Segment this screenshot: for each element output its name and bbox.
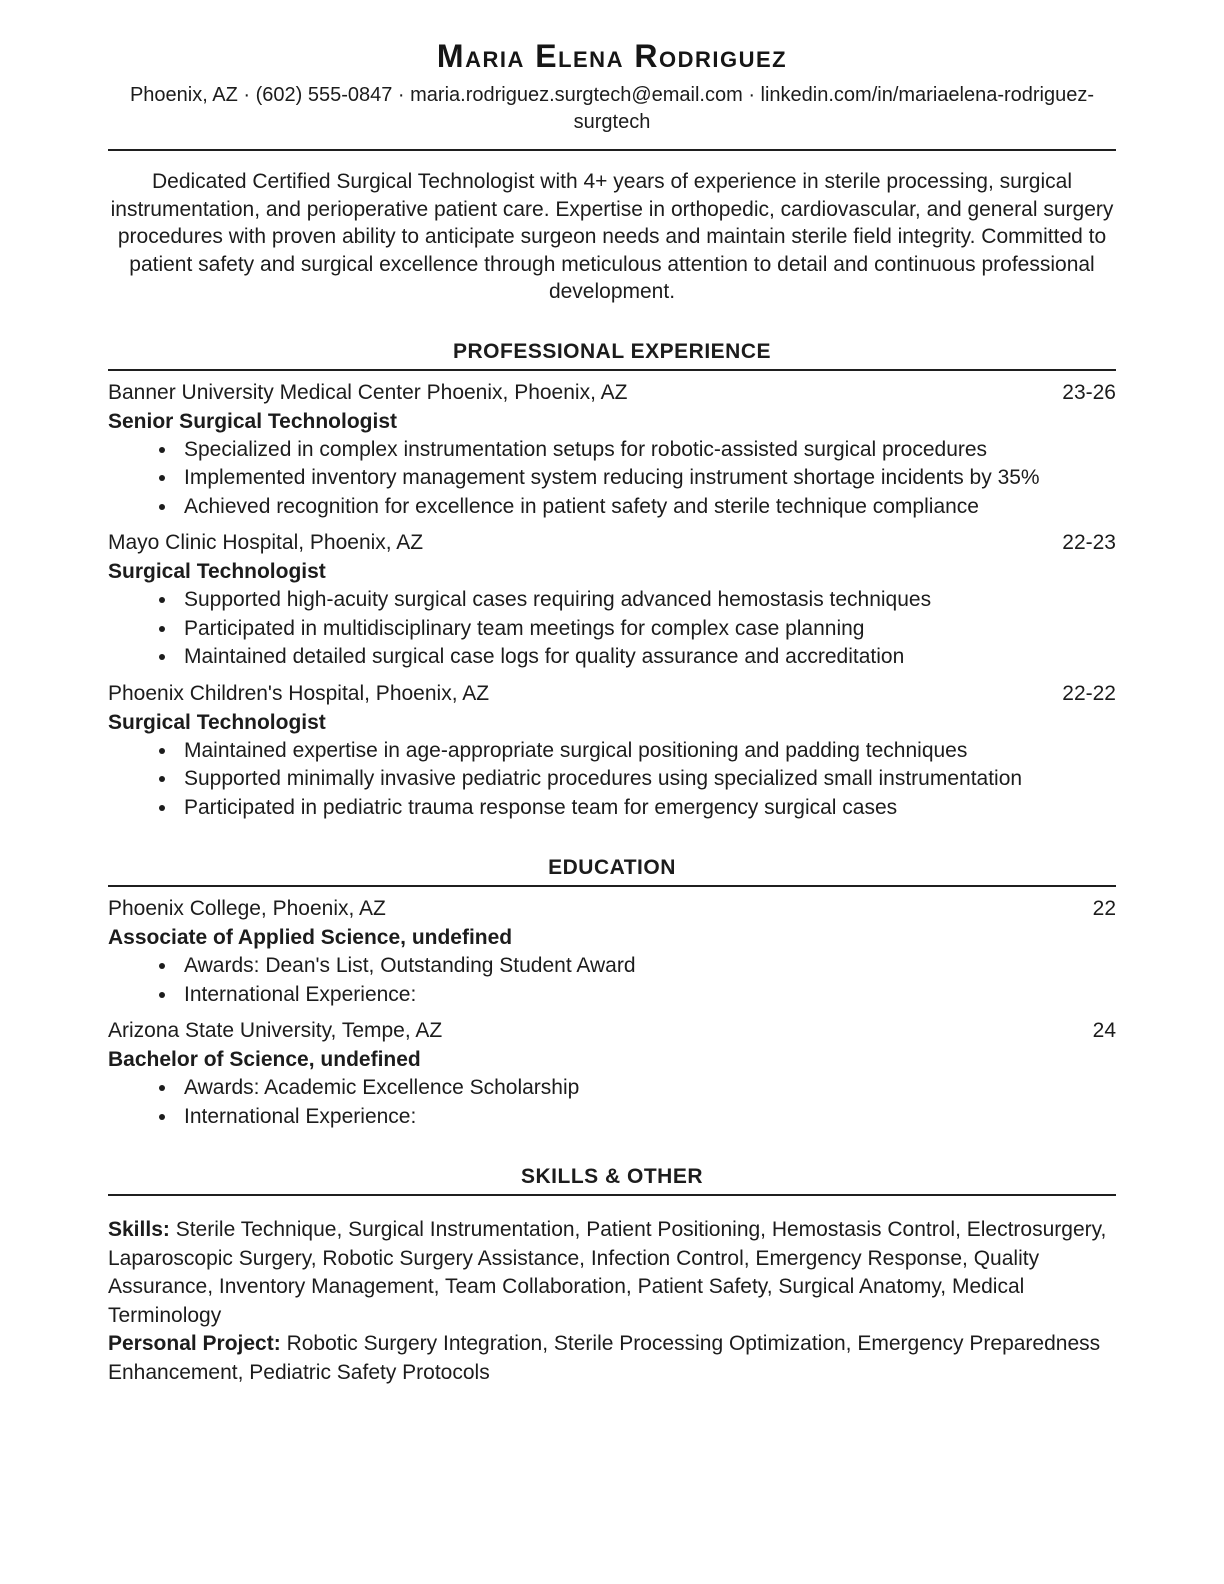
bullet-item: • Achieved recognition for excellence in patient safety and sterile technique compliance bbox=[178, 493, 1116, 522]
bullet-item: • Maintained detailed surgical case logs for quality assurance and accreditation bbox=[178, 643, 1116, 672]
education-entry bbox=[108, 894, 1116, 1009]
degree-title: Bachelor of Science, undefined bbox=[108, 1048, 421, 1071]
org-name: Banner University Medical Center Phoenix, Phoenix, AZ bbox=[108, 380, 628, 404]
bullet-item: • Implemented inventory management system reducing instrument shortage incidents by 35% bbox=[178, 464, 1116, 493]
job-title: Surgical Technologist bbox=[108, 710, 326, 734]
job-title: Surgical Technologist bbox=[108, 560, 326, 583]
section-heading-education: EDUCATION bbox=[108, 855, 1116, 887]
skills-label: Skills: bbox=[108, 1218, 170, 1241]
personal-project-paragraph bbox=[108, 1330, 1116, 1387]
bullet-list bbox=[108, 952, 1116, 1009]
bullet-item: • Supported minimally invasive pediatric procedures using specialized small instrumentation bbox=[178, 765, 1116, 794]
entry-dates: 23-26 bbox=[1062, 380, 1116, 404]
section-heading-skills: SKILLS & OTHER bbox=[108, 1164, 1116, 1196]
entry-header bbox=[108, 528, 1116, 557]
entry-dates: 22-22 bbox=[1062, 681, 1116, 705]
experience-entry bbox=[108, 528, 1116, 672]
org-name: Phoenix Children's Hospital, Phoenix, AZ bbox=[108, 681, 490, 705]
entry-header bbox=[108, 378, 1116, 407]
org-name: Mayo Clinic Hospital, Phoenix, AZ bbox=[108, 531, 424, 554]
bullet-item: • Awards: Dean's List, Outstanding Student Award bbox=[178, 952, 1116, 981]
skills-text: Sterile Technique, Surgical Instrumentation, Patient Positioning, Hemostasis Control, Electrosurgery, Laparoscopic Surgery, Robotic Surgery Assistance, Infection Control, Emergency Response, Quality Assurance, Inventory Management, Team Collaboration, Patient Safety, Surgical Anatomy, Medical Terminology bbox=[108, 1218, 1107, 1327]
resume-header bbox=[108, 36, 1116, 151]
bullet-item: • Participated in pediatric trauma response team for emergency surgical cases bbox=[178, 794, 1116, 823]
contact-line: Phoenix, AZ · (602) 555-0847 · maria.rodriguez.surgtech@email.com · linkedin.com/in/mariaelena-rodriguez-surgtech bbox=[129, 84, 1095, 133]
bullet-item: • International Experience: bbox=[178, 1103, 1116, 1132]
experience-entry bbox=[108, 378, 1116, 522]
bullet-list bbox=[108, 586, 1116, 672]
school-name: Phoenix College, Phoenix, AZ bbox=[108, 897, 386, 920]
job-title: Senior Surgical Technologist bbox=[108, 409, 397, 433]
bullet-item: • International Experience: bbox=[178, 981, 1116, 1010]
bullet-list bbox=[108, 1074, 1116, 1131]
entry-header bbox=[108, 894, 1116, 923]
bullet-list bbox=[108, 737, 1116, 823]
bullet-item: • Specialized in complex instrumentation setups for robotic-assisted surgical procedures bbox=[178, 436, 1116, 465]
professional-summary: Dedicated Certified Surgical Technologist with 4+ years of experience in sterile processing, surgical instrumentation, and perioperative patient care. Expertise in orthopedic, cardiovascular, and general surgery procedures with proven ability to anticipate surgeon needs and maintain sterile field integrity. Committed to patient safety and surgical excellence through meticulous attention to detail and continuous professional development. bbox=[110, 170, 1114, 303]
personal-project-label: Personal Project: bbox=[108, 1332, 281, 1355]
school-name: Arizona State University, Tempe, AZ bbox=[108, 1019, 443, 1042]
experience-entry bbox=[108, 679, 1116, 823]
entry-dates: 24 bbox=[1092, 1019, 1116, 1042]
bullet-item: • Awards: Academic Excellence Scholarship bbox=[178, 1074, 1116, 1103]
section-heading-experience: PROFESSIONAL EXPERIENCE bbox=[108, 339, 1116, 371]
candidate-name: Maria Elena Rodriguez bbox=[436, 38, 788, 74]
entry-header bbox=[108, 679, 1116, 708]
entry-dates: 22-23 bbox=[1062, 531, 1116, 554]
bullet-item: • Participated in multidisciplinary team meetings for complex case planning bbox=[178, 615, 1116, 644]
bullet-list bbox=[108, 436, 1116, 522]
bullet-item: • Maintained expertise in age-appropriate surgical positioning and padding techniques bbox=[178, 737, 1116, 766]
bullet-item: • Supported high-acuity surgical cases requiring advanced hemostasis techniques bbox=[178, 586, 1116, 615]
degree-title: Associate of Applied Science, undefined bbox=[108, 926, 513, 949]
entry-dates: 22 bbox=[1092, 897, 1116, 920]
personal-project-text: Robotic Surgery Integration, Sterile Processing Optimization, Emergency Preparedness Enhancement, Pediatric Safety Protocols bbox=[108, 1332, 1101, 1384]
header-divider bbox=[108, 149, 1116, 151]
skills-paragraph bbox=[108, 1216, 1116, 1330]
entry-header bbox=[108, 1016, 1116, 1045]
education-entry bbox=[108, 1016, 1116, 1131]
